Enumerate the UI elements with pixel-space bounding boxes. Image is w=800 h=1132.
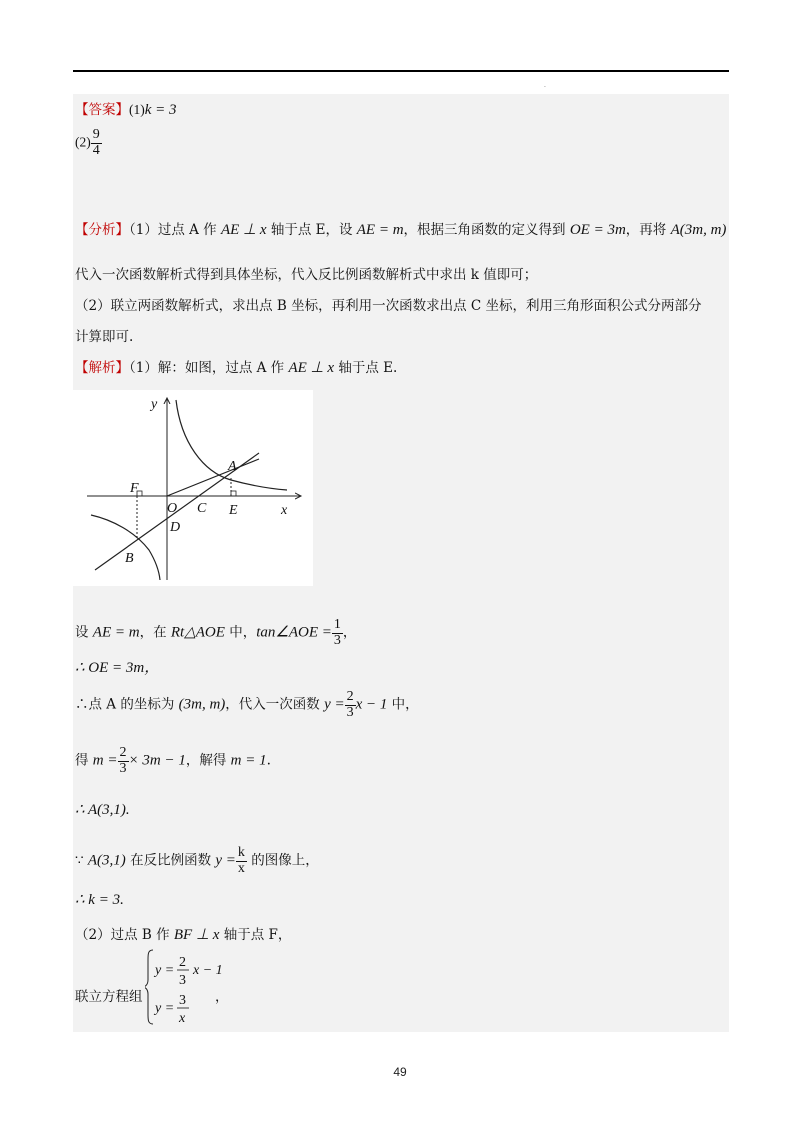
analysis-line-4: 计算即可.	[75, 329, 134, 345]
solution-line-5: 得 m = $\frac{2}{3}$ × 3m − 1，解得 m = 1.	[75, 745, 271, 776]
answer-tag: 【答案】	[75, 102, 129, 118]
label-C: C	[197, 501, 207, 516]
function-graph-figure	[73, 390, 313, 586]
hyperbola-branch-2	[91, 515, 160, 580]
analysis-line-3: （2）联立两函数解析式，求出点 B 坐标，再利用一次函数求出点 C 坐标，利用三角形面积公式分两部分	[75, 298, 702, 314]
label-D: D	[170, 520, 181, 535]
solution-line-3: ∴ OE = 3m，	[75, 660, 160, 676]
solution-line-10: 联立方程组	[75, 989, 143, 1005]
header-dot: .	[544, 82, 546, 89]
right-angle-E	[231, 491, 236, 496]
answer-line-2	[75, 128, 102, 158]
answer-part2-prefix: (2)	[75, 134, 91, 150]
solution-line-9: （2）过点 B 作 BF ⊥ x 轴于点 F，	[75, 927, 292, 943]
sys-eq1-lhs: y =	[155, 963, 175, 978]
sys-eq1-num: 2	[179, 955, 186, 970]
analysis-line-1: 【分析】（1）过点 A 作 AE ⊥ x 轴于点 E，设 AE = m，根据三角函数的定义得到 OE = 3m，再将 A(3m, m)	[75, 222, 727, 238]
sys-eq2-lhs: y =	[155, 1001, 175, 1016]
sys-eq1-rhs: x − 1	[193, 963, 223, 978]
solution-line-1: 【解析】（1）解：如图，过点 A 作 AE ⊥ x 轴于点 E.	[75, 360, 398, 376]
answer-part2-fraction: $\frac{9}{4}$	[92, 127, 100, 158]
hyperbola-branch-1	[176, 400, 287, 490]
label-A: A	[228, 459, 237, 474]
label-B: B	[125, 551, 134, 566]
page-number: 49	[393, 1065, 407, 1079]
analysis-line-2: 代入一次函数解析式得到具体坐标，代入反比例函数解析式中求出 k 值即可；	[75, 267, 538, 283]
solution-line-6: ∴ A(3,1).	[75, 802, 130, 818]
system-brace	[145, 950, 153, 1024]
solution-line-4: ∴点 A 的坐标为 (3m, m)，代入一次函数 y = $\frac{2}{3}$ x − 1 中，	[75, 689, 419, 720]
analysis-tag: 【分析】	[75, 222, 129, 238]
label-O: O	[167, 501, 178, 516]
solution-line-2: 设 AE = m，在 Rt△AOE 中，tan∠AOE = $\frac{1}{3}$ ，	[75, 617, 357, 648]
sys-eq2-den: x	[179, 1011, 186, 1026]
label-y: y	[151, 397, 158, 412]
label-E: E	[229, 503, 238, 518]
function-graph	[73, 390, 313, 586]
header-rule	[73, 70, 729, 72]
solution-line-7: ∵ A(3,1) 在反比例函数 y = $\frac{k}{x}$ 的图像上，	[75, 845, 319, 876]
answer-part1-math: k = 3	[144, 102, 177, 118]
sys-eq2-num: 3	[179, 993, 186, 1008]
solution-tag: 【解析】	[75, 360, 129, 376]
answer-part1-prefix: (1)	[129, 102, 145, 117]
solution-line-8: ∴ k = 3.	[75, 892, 124, 908]
label-x: x	[281, 503, 288, 518]
line-O-A	[167, 459, 259, 496]
system-comma: ，	[215, 989, 229, 1005]
answer-line-1	[75, 98, 177, 119]
sys-eq1-den: 3	[179, 973, 186, 988]
label-F: F	[130, 481, 139, 496]
